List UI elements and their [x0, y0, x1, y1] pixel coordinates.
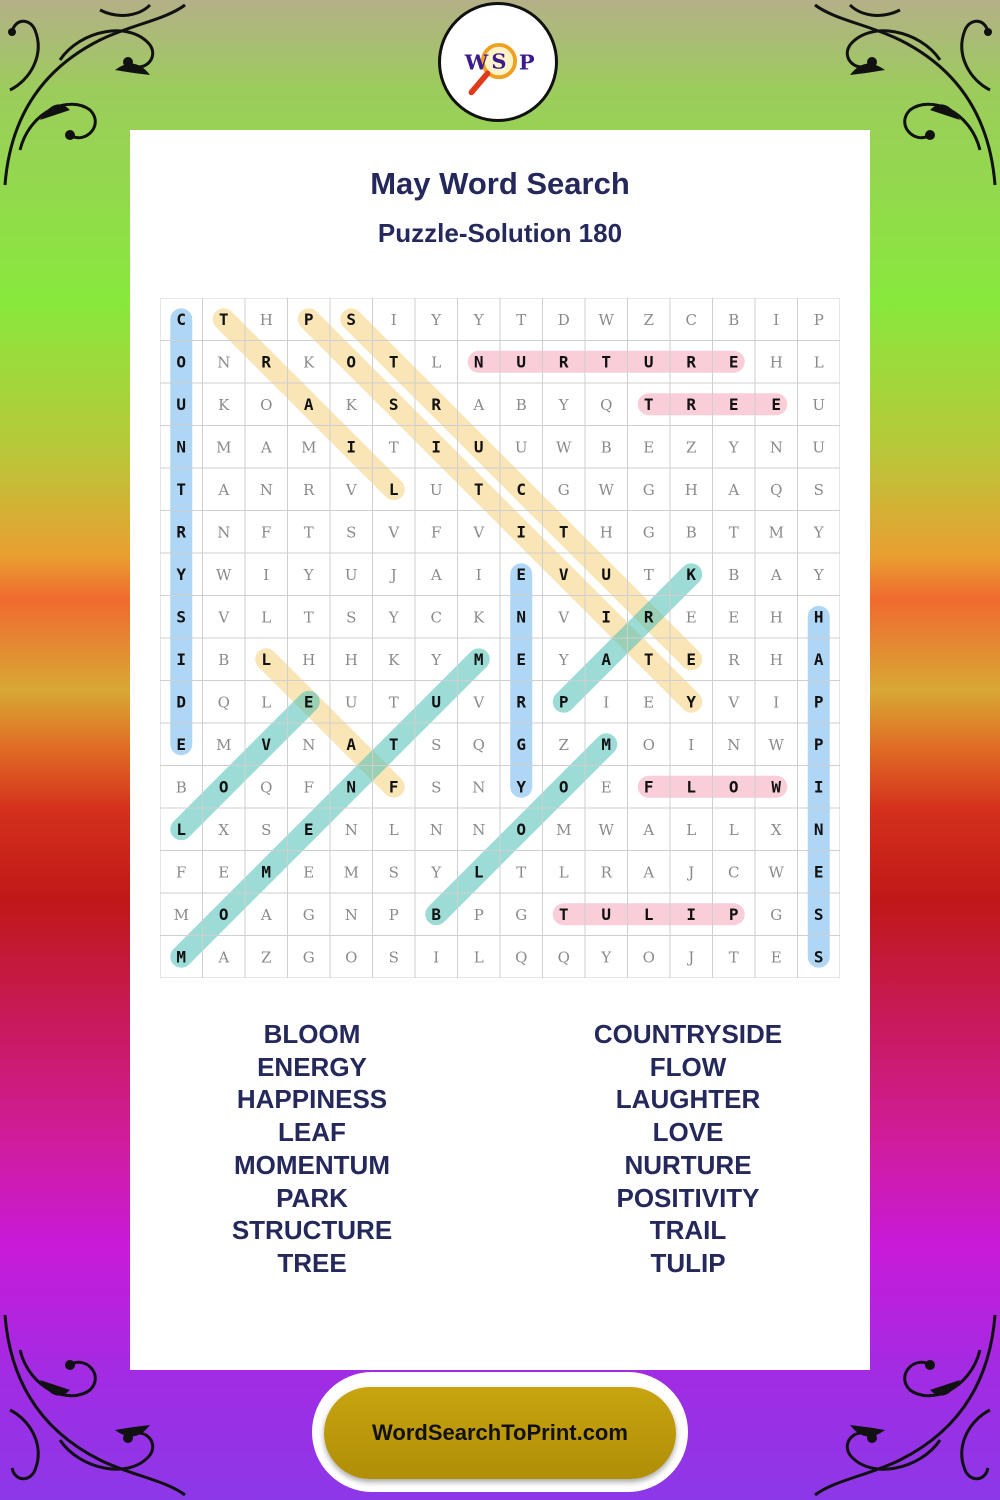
grid-cell[interactable]: C — [685, 310, 697, 329]
grid-cell[interactable]: U — [601, 904, 612, 924]
grid-cell[interactable]: K — [218, 395, 230, 414]
grid-cell[interactable]: N — [727, 735, 741, 754]
grid-cell[interactable]: K — [345, 395, 357, 414]
grid-cell[interactable]: E — [770, 948, 782, 967]
grid-cell[interactable]: K — [686, 564, 697, 584]
grid-cell[interactable]: G — [770, 905, 783, 924]
grid-cell[interactable]: F — [388, 777, 399, 797]
grid-cell[interactable]: B — [515, 395, 527, 414]
grid-cell[interactable]: I — [346, 437, 357, 457]
grid-cell[interactable]: U — [516, 352, 527, 372]
grid-cell[interactable]: O — [642, 948, 655, 967]
grid-cell[interactable]: L — [176, 819, 187, 839]
grid-cell[interactable]: E — [516, 649, 527, 669]
grid-cell[interactable]: I — [431, 437, 442, 457]
grid-cell[interactable]: L — [473, 948, 484, 967]
word-list-item: PARK — [276, 1182, 348, 1213]
grid-cell[interactable]: Q — [217, 693, 230, 712]
grid-cell[interactable]: S — [813, 480, 824, 499]
grid-cell[interactable]: X — [770, 820, 782, 839]
grid-cell[interactable]: N — [429, 820, 443, 839]
grid-cell[interactable]: A — [473, 395, 485, 414]
grid-cell[interactable]: B — [685, 523, 697, 542]
grid-cell[interactable]: Q — [557, 948, 570, 967]
grid-cell[interactable]: O — [642, 735, 655, 754]
word-list-left — [162, 1018, 462, 1280]
grid-cell[interactable]: U — [643, 352, 654, 372]
grid-cell[interactable]: G — [302, 948, 315, 967]
grid-cell[interactable]: T — [303, 523, 314, 542]
grid-cell[interactable]: A — [813, 649, 824, 669]
grid-cell[interactable]: T — [643, 565, 654, 584]
grid-cell[interactable]: K — [303, 353, 315, 372]
grid-cell[interactable]: Y — [473, 310, 484, 329]
grid-cell[interactable]: S — [388, 394, 399, 414]
grid-cell[interactable]: V — [558, 564, 569, 584]
grid-cell[interactable]: U — [601, 564, 612, 584]
grid-cell[interactable]: L — [813, 353, 824, 372]
grid-cell[interactable]: U — [812, 438, 826, 457]
grid-cell[interactable]: U — [344, 693, 358, 712]
grid-cell[interactable]: I — [603, 693, 610, 712]
grid-cell[interactable]: G — [642, 480, 655, 499]
grid-cell[interactable]: R — [686, 394, 697, 414]
grid-cell[interactable]: H — [302, 650, 316, 669]
grid-cell[interactable]: A — [728, 480, 740, 499]
grid-cell[interactable]: E — [813, 862, 824, 882]
grid-cell[interactable]: L — [728, 820, 739, 839]
grid-cell[interactable]: C — [516, 479, 527, 499]
grid-cell[interactable]: B — [218, 650, 230, 669]
logo-letter-w: W — [464, 49, 489, 75]
grid-cell[interactable]: T — [388, 438, 399, 457]
grid-cell[interactable]: Q — [770, 480, 783, 499]
grid-cell[interactable]: T — [558, 522, 569, 542]
grid-cell[interactable]: H — [599, 523, 613, 542]
grid-cell[interactable]: X — [218, 820, 230, 839]
grid-cell[interactable]: A — [601, 649, 612, 669]
word-list-item: HAPPINESS — [236, 1084, 388, 1115]
grid-cell[interactable]: M — [176, 947, 187, 967]
grid-cell[interactable]: G — [557, 480, 570, 499]
grid-cell[interactable]: E — [303, 819, 314, 839]
grid-cell[interactable]: H — [259, 310, 273, 329]
logo-letter-s: S — [491, 48, 507, 74]
grid-cell[interactable]: P — [728, 904, 739, 924]
grid-cell[interactable]: W — [768, 735, 784, 754]
grid-cell[interactable]: Y — [813, 565, 824, 584]
word-list-item: STRUCTURE — [231, 1215, 393, 1246]
word-list-right — [538, 1018, 838, 1280]
grid-cell[interactable]: S — [346, 309, 357, 329]
grid-cell[interactable]: B — [600, 438, 612, 457]
grid-cell[interactable]: F — [261, 523, 272, 542]
grid-cell[interactable]: Y — [728, 438, 739, 457]
grid-cell[interactable]: N — [259, 480, 273, 499]
grid-cell[interactable]: D — [176, 692, 187, 712]
grid-cell[interactable]: I — [773, 693, 780, 712]
grid-cell[interactable]: C — [176, 309, 187, 329]
grid-cell[interactable]: A — [260, 438, 272, 457]
grid-cell[interactable]: R — [431, 394, 442, 414]
grid-cell[interactable]: H — [684, 480, 698, 499]
grid-cell[interactable]: N — [344, 820, 358, 839]
grid-cell[interactable]: R — [176, 522, 187, 542]
grid-cell[interactable]: R — [558, 352, 569, 372]
grid-cell[interactable]: N — [516, 607, 527, 627]
grid-cell[interactable]: L — [686, 777, 697, 797]
grid-cell[interactable]: N — [346, 777, 357, 797]
grid-cell[interactable]: N — [472, 778, 486, 797]
grid-cell[interactable]: C — [728, 863, 740, 882]
word-list-item: ENERGY — [257, 1051, 367, 1082]
grid-cell[interactable]: E — [728, 352, 739, 372]
grid-cell[interactable]: K — [473, 608, 485, 627]
grid-cell[interactable]: Q — [472, 735, 485, 754]
grid-cell[interactable]: S — [176, 607, 187, 627]
grid-cell[interactable]: Q — [515, 948, 528, 967]
grid-cell[interactable]: L — [643, 904, 654, 924]
grid-cell[interactable]: R — [643, 607, 654, 627]
grid-cell[interactable]: T — [558, 904, 569, 924]
grid-cell[interactable]: A — [218, 480, 230, 499]
grid-cell[interactable]: I — [433, 948, 440, 967]
grid-cell[interactable]: Y — [558, 395, 569, 414]
grid-cell[interactable]: M — [601, 734, 612, 754]
magnifier-icon — [441, 5, 555, 119]
grid-cell[interactable]: S — [346, 523, 357, 542]
grid-cell[interactable]: A — [643, 820, 655, 839]
grid-cell[interactable]: U — [429, 480, 443, 499]
grid-cell[interactable]: I — [516, 522, 527, 542]
word-list-item: COUNTRYSIDE — [593, 1019, 783, 1049]
grid-cell[interactable]: I — [688, 735, 695, 754]
grid-cell[interactable]: Y — [388, 608, 399, 627]
grid-cell[interactable]: M — [301, 438, 317, 457]
grid-cell[interactable]: U — [812, 395, 826, 414]
grid-cell[interactable]: Y — [431, 863, 442, 882]
grid-cell[interactable]: T — [388, 352, 399, 372]
grid-cell[interactable]: W — [216, 565, 232, 584]
grid-cell[interactable]: V — [345, 480, 357, 499]
grid-cell[interactable]: T — [388, 693, 399, 712]
word-list-item: TULIP — [650, 1247, 726, 1278]
grid-cell[interactable]: F — [303, 778, 314, 797]
grid-cell[interactable]: N — [302, 735, 316, 754]
grid-cell[interactable]: M — [261, 862, 272, 882]
grid-cell[interactable]: Y — [601, 948, 612, 967]
grid-cell[interactable]: E — [728, 394, 739, 414]
grid-cell[interactable]: H — [344, 650, 358, 669]
grid-cell[interactable]: V — [473, 523, 485, 542]
grid-cell[interactable]: T — [728, 523, 739, 542]
site-link-button[interactable]: WordSearchToPrint.com — [324, 1387, 676, 1479]
grid-cell[interactable]: R — [516, 692, 527, 712]
grid-cell[interactable]: J — [688, 948, 695, 967]
word-list-item: LOVE — [652, 1117, 724, 1148]
logo-letter-p: P — [518, 49, 535, 75]
grid-cell[interactable]: U — [431, 692, 442, 712]
grid-cell[interactable]: M — [216, 438, 232, 457]
grid-cell[interactable]: N — [176, 437, 187, 457]
grid-cell[interactable]: I — [390, 310, 397, 329]
grid-cell[interactable]: T — [643, 394, 654, 414]
grid-cell[interactable]: M — [216, 735, 232, 754]
grid-cell[interactable]: Y — [686, 692, 697, 712]
grid-cell[interactable]: V — [218, 608, 230, 627]
grid-cell[interactable]: U — [473, 437, 484, 457]
grid-cell[interactable]: S — [346, 608, 357, 627]
grid-cell[interactable]: L — [261, 693, 272, 712]
grid-cell[interactable]: T — [388, 734, 399, 754]
grid-cell[interactable]: E — [728, 608, 740, 627]
grid-cell[interactable]: O — [218, 777, 229, 797]
grid-cell[interactable]: P — [813, 692, 824, 712]
grid-cell[interactable]: G — [302, 905, 315, 924]
grid-cell[interactable]: Z — [261, 948, 272, 967]
grid-cell[interactable]: E — [686, 649, 697, 669]
grid-cell[interactable]: R — [261, 352, 272, 372]
grid-cell[interactable]: I — [601, 607, 612, 627]
grid-cell[interactable]: W — [598, 310, 614, 329]
grid-cell[interactable]: O — [260, 395, 273, 414]
grid-cell[interactable]: Q — [600, 395, 613, 414]
grid-cell[interactable]: Z — [686, 438, 697, 457]
grid-cell[interactable]: W — [771, 777, 782, 797]
grid-cell[interactable]: E — [771, 394, 782, 414]
grid-cell[interactable]: L — [388, 820, 399, 839]
grid-cell[interactable]: E — [643, 438, 655, 457]
grid-cell[interactable]: E — [685, 608, 697, 627]
grid-cell[interactable]: E — [218, 863, 230, 882]
grid-cell[interactable]: N — [217, 523, 231, 542]
word-search-grid[interactable] — [160, 298, 840, 978]
grid-cell[interactable]: I — [263, 565, 270, 584]
grid-cell[interactable]: H — [769, 650, 783, 669]
grid-cell[interactable]: M — [343, 863, 359, 882]
grid-cell[interactable]: M — [768, 523, 784, 542]
grid-cell[interactable]: N — [217, 353, 231, 372]
grid-cell[interactable]: Y — [558, 650, 569, 669]
grid-cell[interactable]: A — [430, 565, 442, 584]
grid-cell[interactable]: A — [260, 905, 272, 924]
grid-cell[interactable]: O — [176, 352, 187, 372]
grid-cell[interactable]: F — [176, 863, 187, 882]
grid-cell[interactable]: O — [516, 819, 527, 839]
grid-cell[interactable]: T — [473, 479, 484, 499]
grid-cell[interactable]: Y — [813, 523, 824, 542]
grid-cell[interactable]: B — [431, 904, 442, 924]
grid-cell[interactable]: C — [430, 608, 442, 627]
grid-cell[interactable]: N — [813, 819, 824, 839]
word-list-item: TRAIL — [649, 1215, 727, 1246]
grid-cell[interactable]: J — [688, 863, 695, 882]
word-list-item: NURTURE — [624, 1149, 752, 1180]
grid-cell[interactable]: E — [176, 734, 187, 754]
grid-cell[interactable]: W — [598, 820, 614, 839]
grid-cell[interactable]: L — [261, 649, 272, 669]
grid-cell[interactable]: V — [388, 523, 400, 542]
grid-cell[interactable]: I — [813, 777, 824, 797]
grid-cell[interactable]: E — [516, 564, 527, 584]
grid-cell[interactable]: P — [388, 905, 399, 924]
grid-cell[interactable]: E — [643, 693, 655, 712]
grid-cell[interactable]: V — [728, 693, 740, 712]
grid-cell[interactable]: T — [218, 309, 229, 329]
grid-cell[interactable]: L — [558, 863, 569, 882]
grid-cell[interactable]: O — [345, 948, 358, 967]
word-list-item: LEAF — [278, 1117, 346, 1148]
grid-cell[interactable]: H — [769, 353, 783, 372]
grid-cell[interactable]: S — [431, 778, 442, 797]
grid-cell[interactable]: Y — [431, 310, 442, 329]
grid-cell[interactable]: U — [514, 438, 528, 457]
grid-cell[interactable]: D — [557, 310, 570, 329]
grid-cell[interactable]: T — [516, 863, 527, 882]
grid-cell[interactable]: A — [346, 734, 357, 754]
grid-cell[interactable]: E — [600, 778, 612, 797]
grid-cell[interactable]: L — [686, 820, 697, 839]
grid-cell[interactable]: A — [218, 948, 230, 967]
grid-cell[interactable]: P — [473, 905, 484, 924]
grid-cell[interactable]: N — [473, 352, 484, 372]
grid-cell[interactable]: F — [643, 777, 654, 797]
grid-cell[interactable]: S — [261, 820, 272, 839]
grid-cell[interactable]: T — [303, 608, 314, 627]
grid-cell[interactable]: W — [768, 863, 784, 882]
grid-cell[interactable]: I — [475, 565, 482, 584]
grid-cell[interactable]: T — [643, 649, 654, 669]
grid-cell[interactable]: T — [728, 948, 739, 967]
grid-cell[interactable]: Y — [431, 650, 442, 669]
grid-cell[interactable]: Y — [303, 565, 314, 584]
grid-cell[interactable]: M — [173, 905, 189, 924]
page-subtitle: Puzzle-Solution 180 — [377, 218, 623, 248]
grid-cell[interactable]: I — [176, 649, 187, 669]
grid-cell[interactable]: M — [473, 649, 484, 669]
grid-cell[interactable]: O — [346, 352, 357, 372]
grid-cell[interactable]: T — [516, 310, 527, 329]
grid-cell[interactable]: G — [516, 734, 527, 754]
grid-cell[interactable]: S — [431, 735, 442, 754]
grid-cell[interactable]: L — [431, 353, 442, 372]
grid-cell[interactable]: H — [769, 608, 783, 627]
grid-cell[interactable]: O — [728, 777, 739, 797]
grid-cell[interactable]: E — [303, 692, 314, 712]
word-list-item: FLOW — [649, 1051, 727, 1082]
grid-cell[interactable]: T — [176, 479, 187, 499]
grid-cell[interactable]: N — [472, 820, 486, 839]
grid-cell[interactable]: N — [769, 438, 783, 457]
grid-cell[interactable]: W — [556, 438, 572, 457]
grid-cell[interactable]: Z — [558, 735, 569, 754]
grid-cell[interactable]: R — [600, 863, 612, 882]
grid-cell[interactable]: S — [813, 904, 824, 924]
page-title: May Word Search — [370, 166, 630, 201]
grid-cell[interactable]: I — [773, 310, 780, 329]
grid-cell[interactable]: V — [558, 608, 570, 627]
grid-cell[interactable]: B — [175, 778, 187, 797]
grid-cell[interactable]: P — [303, 309, 314, 329]
wsp-logo[interactable] — [438, 2, 558, 122]
grid-cell[interactable]: E — [303, 863, 315, 882]
grid-cell[interactable]: U — [176, 394, 187, 414]
grid-cell[interactable]: B — [728, 310, 740, 329]
grid-cell[interactable]: P — [558, 692, 569, 712]
grid-cell[interactable]: R — [303, 480, 315, 499]
grid-cell[interactable]: G — [515, 905, 528, 924]
grid-cell[interactable]: R — [686, 352, 697, 372]
grid-cell[interactable]: T — [601, 352, 612, 372]
word-list-item: BLOOM — [263, 1019, 361, 1049]
grid-cell[interactable]: J — [390, 565, 397, 584]
grid-cell[interactable]: Q — [260, 778, 273, 797]
grid-cell[interactable]: H — [813, 607, 824, 627]
grid-cell[interactable]: S — [388, 948, 399, 967]
grid-cell[interactable]: F — [431, 523, 442, 542]
grid-cell[interactable]: B — [728, 565, 740, 584]
grid-cell[interactable]: R — [728, 650, 740, 669]
grid-cell[interactable]: P — [813, 310, 824, 329]
grid-cell[interactable]: K — [388, 650, 400, 669]
word-list-item: TREE — [277, 1247, 347, 1278]
grid-cell[interactable]: O — [218, 904, 229, 924]
grid-cell[interactable]: P — [813, 734, 824, 754]
grid-cell[interactable]: Y — [516, 777, 527, 797]
grid-cell[interactable]: V — [473, 693, 485, 712]
grid-cell[interactable]: A — [770, 565, 782, 584]
grid-cell[interactable]: A — [303, 394, 314, 414]
grid-cell[interactable]: U — [344, 565, 358, 584]
grid-cell[interactable]: M — [556, 820, 572, 839]
grid-cell[interactable]: L — [473, 862, 484, 882]
grid-cell[interactable]: V — [261, 734, 272, 754]
grid-cell[interactable]: L — [388, 479, 399, 499]
grid-cell[interactable]: A — [643, 863, 655, 882]
grid-cell[interactable]: G — [642, 523, 655, 542]
grid-cell[interactable]: Z — [643, 310, 654, 329]
grid-cell[interactable]: S — [388, 863, 399, 882]
grid-cell[interactable]: S — [813, 947, 824, 967]
word-list-item: LAUGHTER — [615, 1084, 761, 1115]
grid-cell[interactable]: W — [598, 480, 614, 499]
grid-cell[interactable]: O — [558, 777, 569, 797]
word-list-item: MOMENTUM — [234, 1149, 390, 1180]
grid-cell[interactable]: Y — [176, 564, 187, 584]
grid-cell[interactable]: N — [344, 905, 358, 924]
word-list-item: POSITIVITY — [616, 1182, 760, 1213]
grid-cell[interactable]: L — [261, 608, 272, 627]
grid-cell[interactable]: I — [686, 904, 697, 924]
